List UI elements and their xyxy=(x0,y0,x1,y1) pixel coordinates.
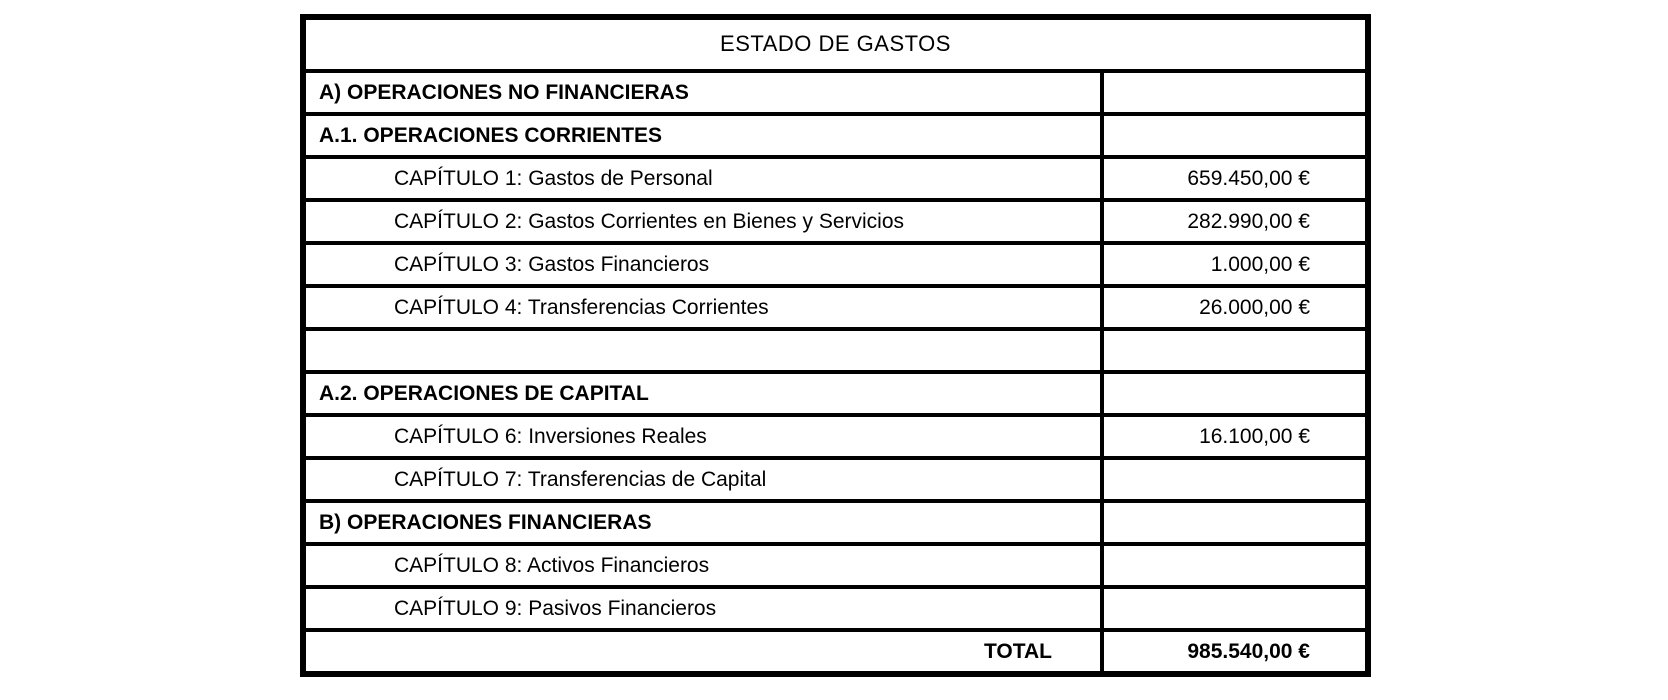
row-value xyxy=(1102,458,1368,501)
table-row xyxy=(303,372,1368,415)
table-row xyxy=(303,114,1368,157)
row-value xyxy=(1102,587,1368,630)
row-value: 16.100,00 € xyxy=(1102,415,1368,458)
row-label: CAPÍTULO 1: Gastos de Personal xyxy=(303,157,1102,200)
row-value: 659.450,00 € xyxy=(1102,157,1368,200)
table-row xyxy=(303,329,1368,372)
row-label: CAPÍTULO 6: Inversiones Reales xyxy=(303,415,1102,458)
row-value xyxy=(1102,71,1368,114)
row-label: CAPÍTULO 9: Pasivos Financieros xyxy=(303,587,1102,630)
row-label: CAPÍTULO 7: Transferencias de Capital xyxy=(303,458,1102,501)
row-value xyxy=(1102,544,1368,587)
row-label: A.2. OPERACIONES DE CAPITAL xyxy=(303,372,1102,415)
table-row xyxy=(303,458,1368,501)
row-label: CAPÍTULO 3: Gastos Financieros xyxy=(303,243,1102,286)
row-value xyxy=(1102,372,1368,415)
row-label: CAPÍTULO 4: Transferencias Corrientes xyxy=(303,286,1102,329)
table-row xyxy=(303,200,1368,243)
row-label: B) OPERACIONES FINANCIERAS xyxy=(303,501,1102,544)
table-row xyxy=(303,587,1368,630)
table-body xyxy=(303,71,1368,674)
row-value xyxy=(1102,329,1368,372)
row-label: A.1. OPERACIONES CORRIENTES xyxy=(303,114,1102,157)
row-value xyxy=(1102,114,1368,157)
table-row xyxy=(303,157,1368,200)
row-label: CAPÍTULO 8: Activos Financieros xyxy=(303,544,1102,587)
table-row xyxy=(303,71,1368,114)
row-label xyxy=(303,329,1102,372)
row-label: CAPÍTULO 2: Gastos Corrientes en Bienes y Servicios xyxy=(303,200,1102,243)
row-value: 1.000,00 € xyxy=(1102,243,1368,286)
row-value: 985.540,00 € xyxy=(1102,630,1368,674)
table-title-row xyxy=(303,17,1368,71)
table-row xyxy=(303,286,1368,329)
estado-de-gastos-table xyxy=(300,14,1371,677)
table-row xyxy=(303,415,1368,458)
row-value xyxy=(1102,501,1368,544)
table-row xyxy=(303,501,1368,544)
table-title: ESTADO DE GASTOS xyxy=(303,17,1368,71)
table-row xyxy=(303,630,1368,674)
table-row xyxy=(303,544,1368,587)
row-label: TOTAL xyxy=(303,630,1102,674)
row-label: A) OPERACIONES NO FINANCIERAS xyxy=(303,71,1102,114)
table-row xyxy=(303,243,1368,286)
row-value: 282.990,00 € xyxy=(1102,200,1368,243)
row-value: 26.000,00 € xyxy=(1102,286,1368,329)
